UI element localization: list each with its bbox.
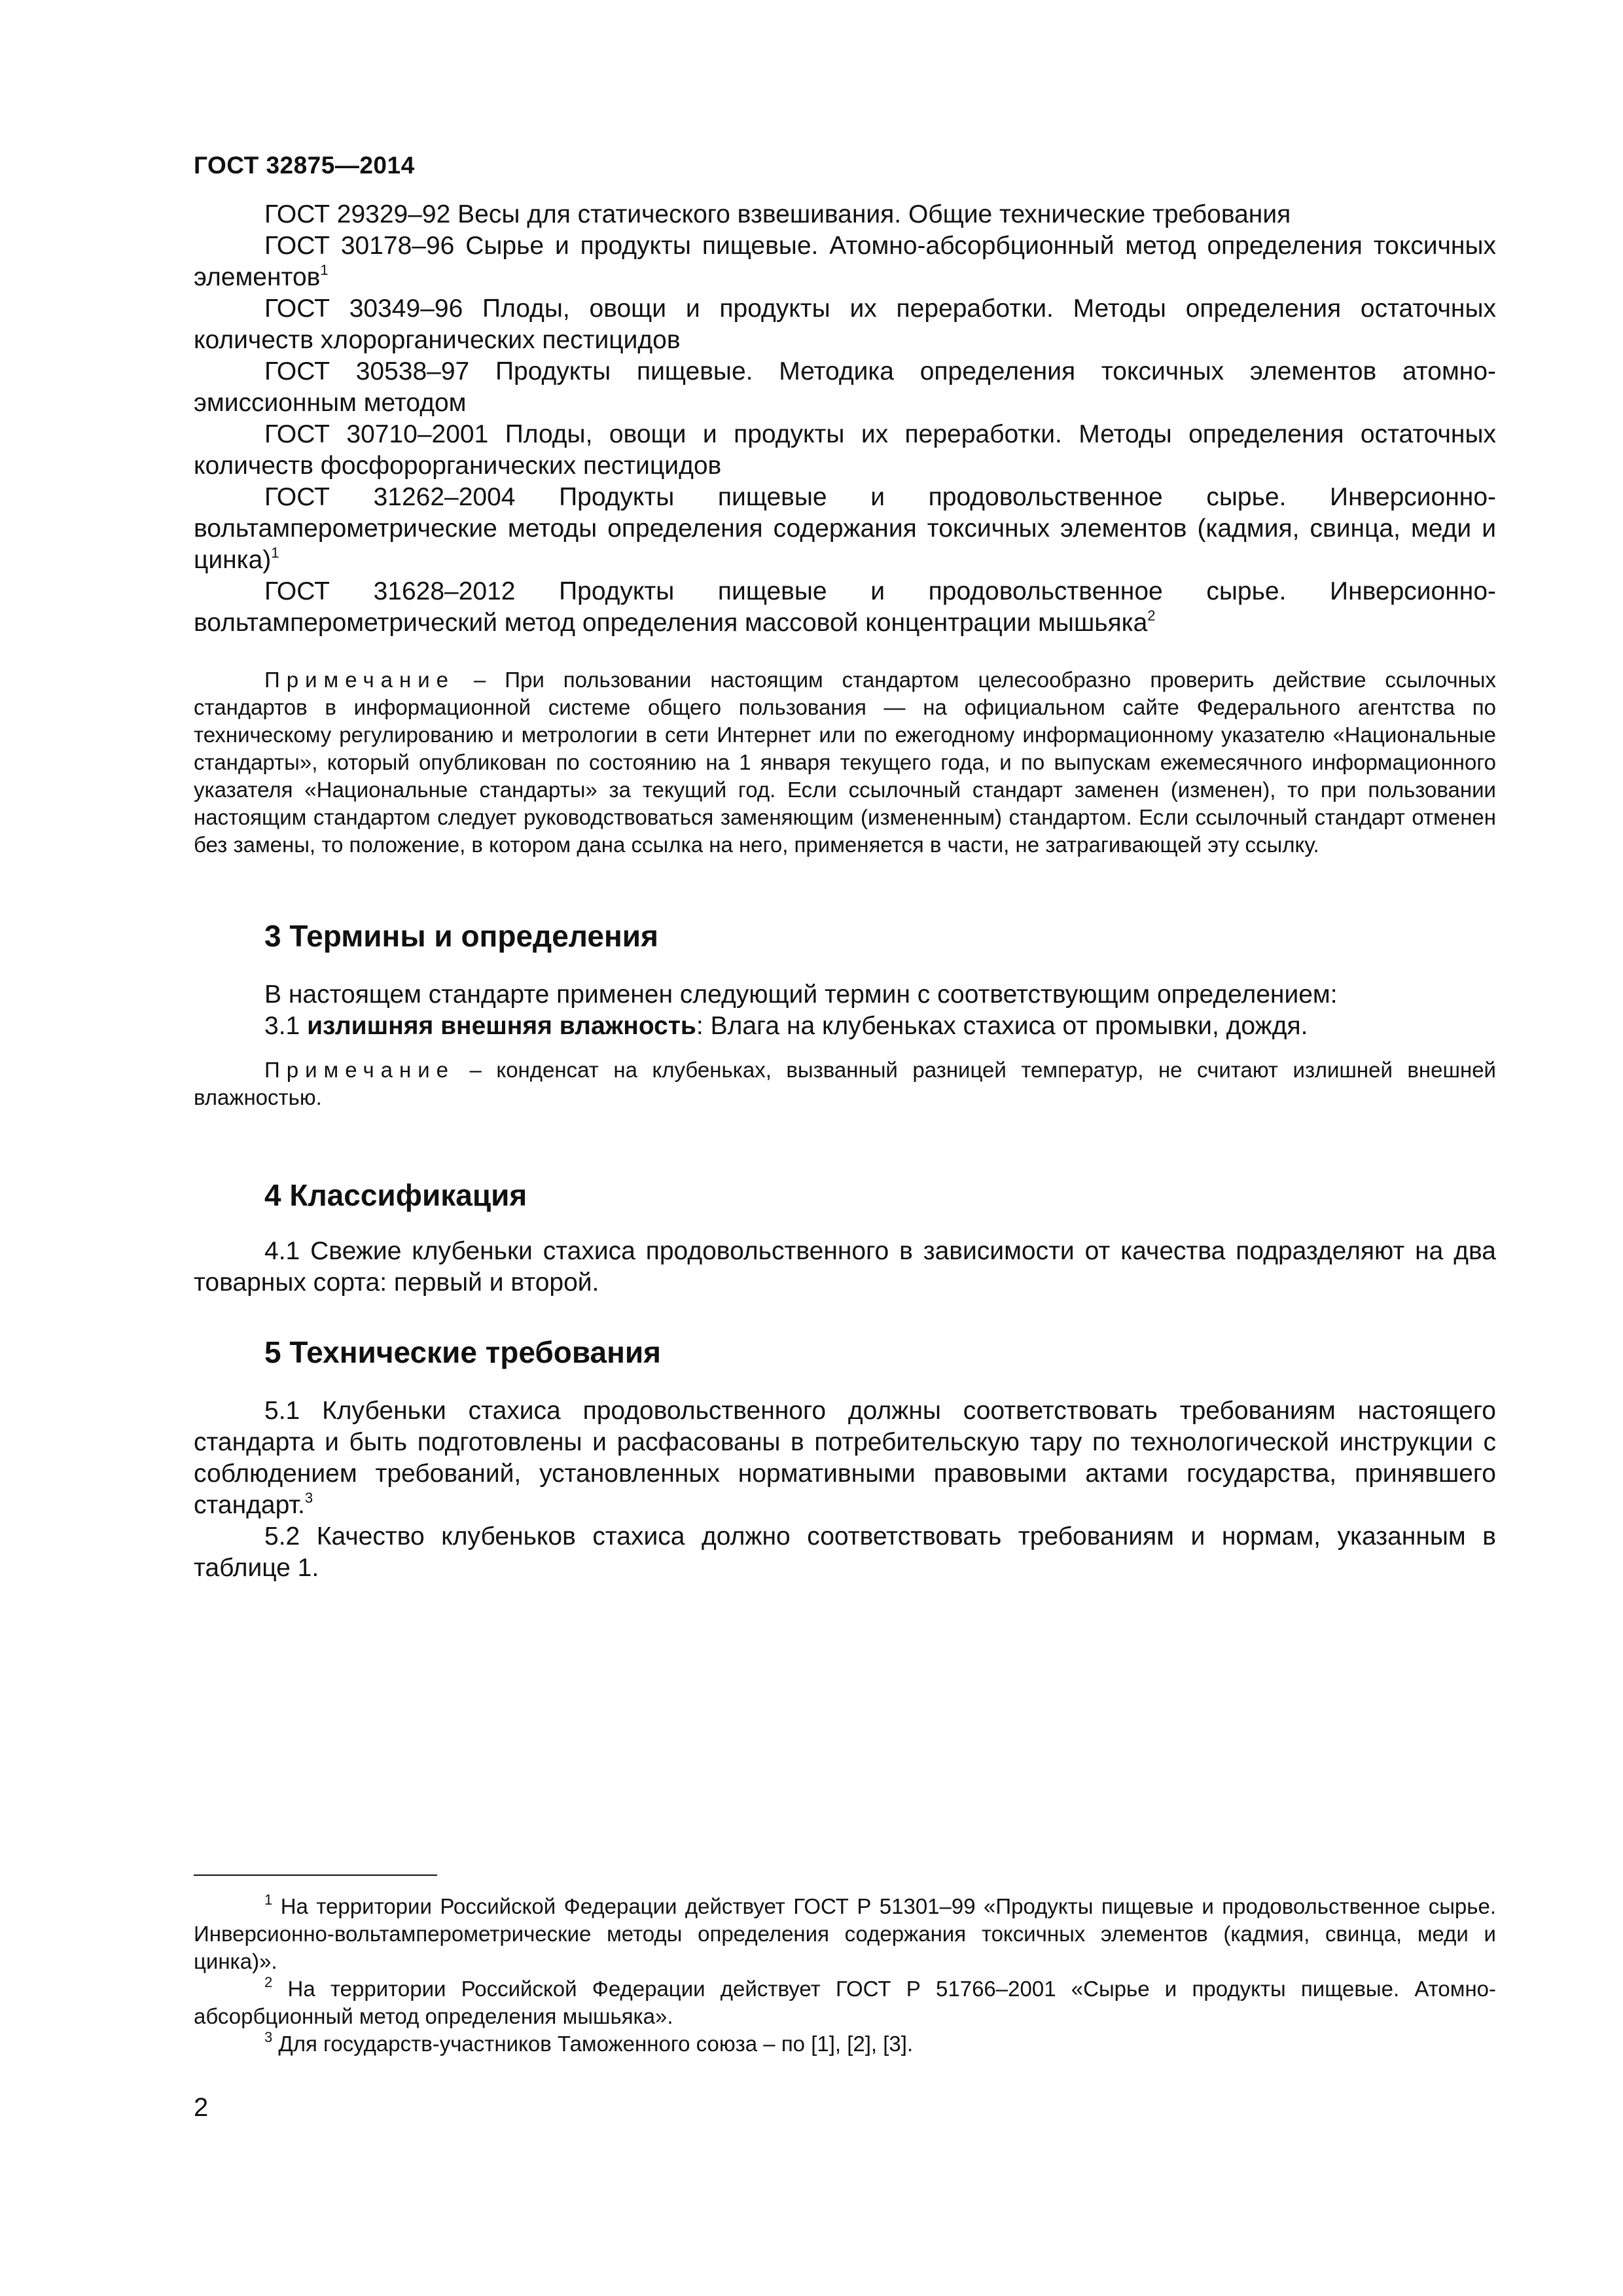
footnote-ref: 2 [1147,607,1156,624]
term-definition: 3.1 излишняя внешняя влажность: Влага на клубеньках стахиса от промывки, дождя. [264,1012,1308,1040]
section-4-paragraph: 4.1 Свежие клубеньки стахиса продовольственного в зависимости от качества подразделяют на два товарных сорта: первый и второй. [194,1237,1496,1297]
note-label: Примечание [264,668,455,692]
document-header: ГОСТ 32875—2014 [194,152,415,179]
footnote-ref: 3 [304,1490,313,1506]
section-5-paragraph-2: 5.2 Качество клубеньков стахиса должно соответствовать требованиям и нормам, указанным в таблице 1. [194,1522,1496,1582]
section-3 [194,918,1496,1111]
section-5 [194,1334,1496,1584]
footnote-item: $^1$ На территории Российской Федерации действует ГОСТ Р 51301–99 «Продукты пищевые и продовольственное сырье. Инверсионно-вольтамперометрические методы определения содержания токсичных элементов (кадмия, свинца, меди и цинка)». [194,1892,1497,1973]
reference-item: ГОСТ 30538–97 Продукты пищевые. Методика определения токсичных элементов атомно-эмиссионным методом [194,357,1496,417]
reference-item: ГОСТ 30710–2001 Плоды, овощи и продукты их переработки. Методы определения остаточных количеств фосфорорганических пестицидов [194,420,1496,480]
term-note: Примечание – конденсат на клубеньках, вызванный разницей температур, не считают излишней внешней влажностью. [194,1058,1496,1109]
reference-item: ГОСТ 31628–2012 Продукты пищевые и продовольственное сырье. Инверсионно-вольтамперометрический метод определения массовой концентрации мышьяка$^2$ [194,577,1496,637]
note-label: Примечание [264,1058,455,1082]
references-list [194,199,1496,639]
reference-item: ГОСТ 31262–2004 Продукты пищевые и продовольственное сырье. Инверсионно-вольтамперометрические методы определения содержания токсичных элементов (кадмия, свинца, меди и цинка)$^1$ [194,483,1496,574]
section-3-title: 3 Термины и определения [264,919,658,953]
footnote-divider [194,1874,437,1876]
footnotes [194,1893,1496,2058]
page-number: 2 [194,2093,209,2122]
section-4-title: 4 Классификация [264,1178,527,1212]
footnote-item: $^2$ На территории Российской Федерации действует ГОСТ Р 51766–2001 «Сырье и продукты пищевые. Атомно-абсорбционный метод определения мышьяка». [194,1974,1497,2028]
references-note [194,666,1496,859]
footnote-item: $^3$ Для государств-участников Таможенного союза – по [1], [2], [3]. [264,2029,914,2056]
reference-item: ГОСТ 30178–96 Сырье и продукты пищевые. Атомно-абсорбционный метод определения токсичных элементов$^1$ [194,232,1496,291]
term: излишняя внешняя влажность [307,1012,696,1040]
footnote-ref: 1 [271,545,279,561]
section-4 [194,1177,1496,1299]
note-text: – При пользовании настоящим стандартом целесообразно проверить действие ссылочных стандартов в информационной системе общего пользования — на официальном сайте Федерального агентства по техническому регулированию и метрологии в сети Интернет или по ежегодному информационному указателю «Национальные стандарты», который опубликован по состоянию на 1 января текущего года, и по выпускам ежемесячного информационного указателя «Национальные стандарты» за текущий год. Если ссылочный стандарт заменен (изменен), то при пользовании настоящим стандартом следует руководствоваться заменяющим (измененным) стандартом. Если ссылочный стандарт отменен без замены, то положение, в котором дана ссылка на него, применяется в части, не затрагивающей эту ссылку. [194,668,1496,857]
footnote-ref: 1 [320,262,329,278]
reference-item: ГОСТ 29329–92 Весы для статического взвешивания. Общие технические требования [264,200,1291,228]
reference-item: ГОСТ 30349–96 Плоды, овощи и продукты их переработки. Методы определения остаточных количеств хлорорганических пестицидов [194,295,1496,354]
section-5-paragraph-1: 5.1 Клубеньки стахиса продовольственного должны соответствовать требованиям настоящего стандарта и быть подготовлены и расфасованы в потребительскую тару по технологической инструкции с соблюдением требований, установленных нормативными правовыми актами государства, принявшего стандарт.$^3$ [194,1397,1496,1519]
section-3-intro: В настоящем стандарте применен следующий термин с соответствующим определением: [264,980,1338,1009]
section-5-title: 5 Технические требования [264,1335,661,1369]
